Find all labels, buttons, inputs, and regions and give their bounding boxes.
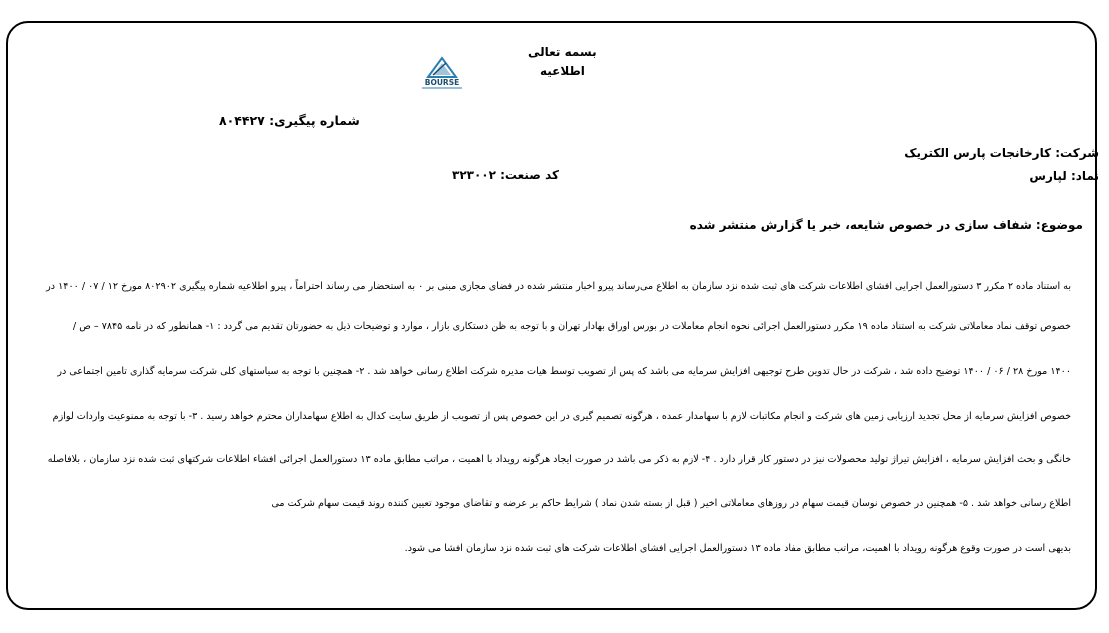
bourse-logo [416,55,468,91]
body-line: بدیهی است در صورت وقوع هرگونه رویداد با اهمیت، مراتب مطابق مفاد ماده ۱۳ دستورالعمل اجرایی افشای اطلاعات شرکت های ثبت شده نزد سازمان افشا می شود. [404,543,1071,554]
bismillah-heading: بسمه تعالی [528,45,597,59]
svg-text:BOURSE: BOURSE [424,78,460,87]
body-line: خانگی و بحث افزایش سرمایه ، افزایش تیراژ تولید محصولات نیز در دستور کار قرار دارد . ۴- لازم به ذکر می باشد در صورت ایجاد هرگونه رویداد با اهمیت ، مراتب مطابق ماده ۱۳ دستورالعمل اجرائی افشاء اطلاعات شرکتهای ثبت شده نزد سازمان ، بلافاصله [47,454,1071,465]
body-line: خصوص افزایش سرمایه از محل تجدید ارزیابی زمین های شرکت و انجام مکاتبات لازم با سهامدار عمده ، هرگونه تصمیم گیری در این خصوص پس از تصویب از طریق سایت کدال به اطلاع سهامداران محترم خواهد رسید . ۳- با توجه به ممنوعیت واردات لوازم [52,411,1071,422]
symbol: نماد: لپارس [1029,169,1099,183]
company-name: شرکت: کارخانجات پارس الکتریک [904,146,1099,160]
body-line: اطلاع رسانی خواهد شد . ۵- همچنین در خصوص نوسان قیمت سهام در روزهای معاملاتی اخیر ( قبل از بسته شدن نماد ) شرایط حاکم بر عرضه و تقاضای موجود تعیین کننده روند قیمت سهام شرکت می [271,498,1071,509]
notice-title: اطلاعیه [540,64,585,78]
notice-frame [6,21,1097,610]
body-line: ۱۴۰۰ مورخ ۲۸ / ۰۶ / ۱۴۰۰ توضیح داده شد ، شرکت در حال تدوین طرح توجیهی افزایش سرمایه می باشد که پس از تصویب توسط هیات مدیره شرکت اطلاع رسانی خواهد شد . ۲- همچنین با توجه به سیاستهای کلی شرکت سرمایه گذاری تامین اجتماعی در [57,366,1071,377]
body-line: به استناد ماده ۲ مکرر ۳ دستورالعمل اجرایی افشای اطلاعات شرکت های ثبت شده نزد سازمان به اطلاع می‌رساند پیرو اخبار منتشر شده در فضای مجازی مبنی بر ۰ به استحضار می رساند احتراماً ، پیرو اطلاعیه شماره پیگیری ۸۰۲۹۰۲ مورخ ۱۲ / ۰۷ / ۱۴۰۰ در [46,281,1071,292]
body-line: خصوص توقف نماد معاملاتی شرکت به استناد ماده ۱۹ مکرر دستورالعمل اجرائی نحوه انجام معاملات در بورس اوراق بهادار تهران و با توجه به ظن دستکاری بازار ، موارد و توضیحات ذیل به حضورتان تقدیم می گردد : ۱- همانطور که در نامه ۷۸۴۵ – ص / [72,321,1071,332]
tracking-number: شماره پیگیری: ۸۰۴۴۲۷ [219,113,360,128]
notice-subject: موضوع: شفاف سازی در خصوص شایعه، خبر یا گزارش منتشر شده [689,218,1083,232]
industry-code: کد صنعت: ۳۲۳۰۰۲ [452,168,559,182]
